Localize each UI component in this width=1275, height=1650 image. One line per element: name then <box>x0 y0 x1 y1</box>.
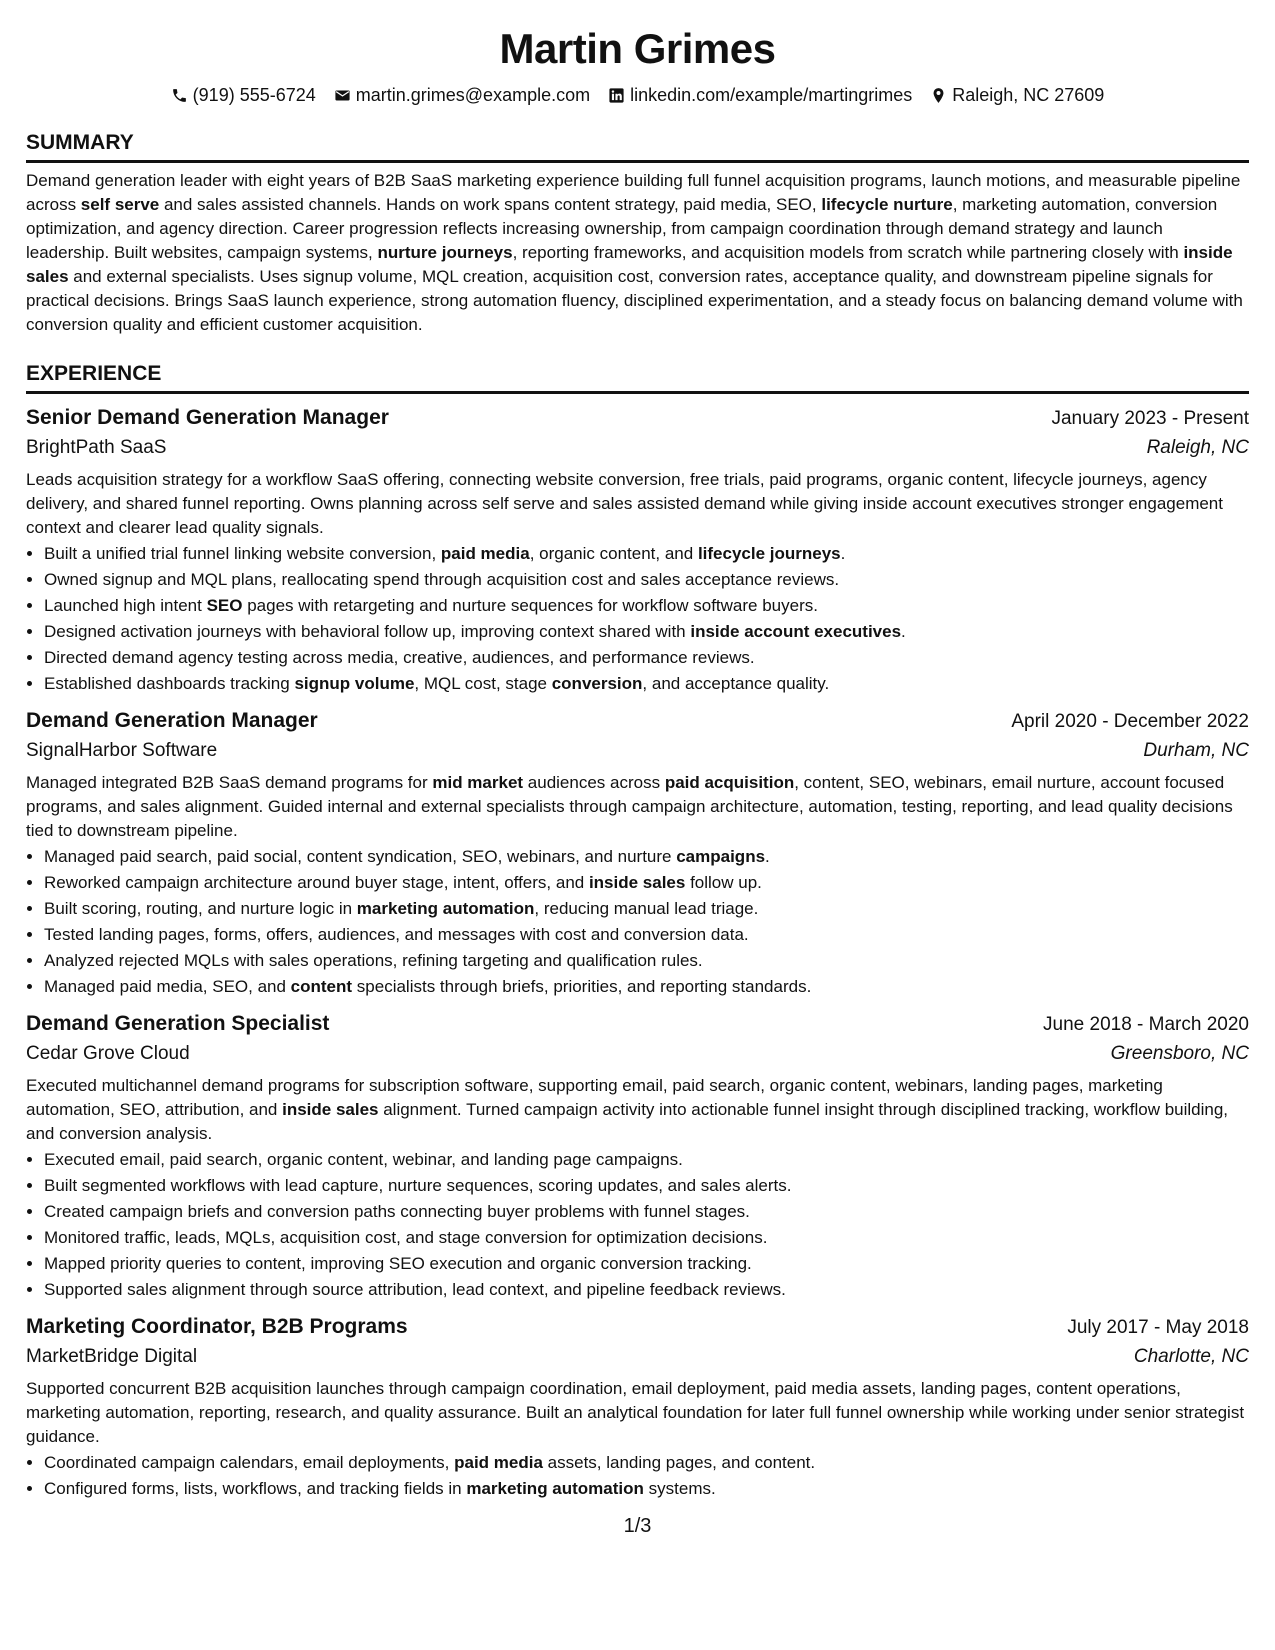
text-run: . <box>901 622 906 641</box>
company-name: MarketBridge Digital <box>26 1346 198 1367</box>
text-run: Created campaign briefs and conversion paths connecting buyer problems with funnel stages. <box>44 1202 750 1221</box>
text-run: systems. <box>643 1479 716 1498</box>
summary-text <box>26 169 1249 337</box>
text-run: alignment. Turned campaign activity into actionable funnel insight through disciplined tracking, workflow building, and conversion analysis. <box>26 1100 1229 1143</box>
text-run: , marketing automation, conversion optimization, and agency direction. Career progression reflects increasing ownership, from campaign coordination through demand strategy and launch leadership. Built websites, campaign systems, <box>26 195 1218 262</box>
bullet-item <box>44 974 1249 1000</box>
bold-keyword: lifecycle journeys <box>697 544 841 563</box>
bold-keyword: inside sales <box>26 243 1233 286</box>
text-run: follow up. <box>685 873 762 892</box>
company-name: SignalHarbor Software <box>26 740 218 761</box>
job-description: Leads acquisition strategy for a workflow SaaS offering, connecting website conversion, free trials, paid programs, organic content, lifecycle journeys, agency delivery, and shared funnel reporting. Owns planning across self serve and sales assisted demand while giving inside account executives stronger engagement context and clearer lead quality signals. <box>26 470 1223 537</box>
text-run: Coordinated campaign calendars, email deployments, <box>44 1453 455 1472</box>
bold-keyword: inside sales <box>588 873 686 892</box>
job-entry <box>26 706 1249 1000</box>
bullet-item <box>44 1277 1249 1303</box>
bullet-item <box>44 1147 1249 1173</box>
text-run: Configured forms, lists, workflows, and tracking fields in <box>44 1479 467 1498</box>
bold-keyword: campaigns <box>676 847 766 866</box>
text-run: , reporting frameworks, and acquisition models from scratch while partnering closely with <box>512 243 1184 262</box>
map-pin-icon <box>930 87 947 104</box>
job-entry <box>26 1312 1249 1502</box>
bold-keyword: paid media <box>454 1453 543 1472</box>
job-bullets <box>26 1450 1249 1502</box>
bold-keyword: marketing automation <box>356 899 535 918</box>
bullet-item <box>44 567 1249 593</box>
job-bullets <box>26 1147 1249 1303</box>
bullet-item <box>44 1251 1249 1277</box>
contact-email[interactable] <box>334 84 590 106</box>
job-entry <box>26 1009 1249 1303</box>
job-bullets <box>26 541 1249 697</box>
text-run: , content, SEO, webinars, email nurture, account focused programs, and sales alignment. Guided internal and external specialists through campaign architecture, automation, testing, reporting, and lead quality decisions tied to downstream pipeline. <box>26 773 1233 840</box>
contact-email-text: martin.grimes@example.com <box>355 85 591 105</box>
job-location: Greensboro, NC <box>1110 1043 1249 1064</box>
job-entry <box>26 403 1249 697</box>
text-run: Managed paid search, paid social, content syndication, SEO, webinars, and nurture <box>44 847 677 866</box>
contact-phone[interactable] <box>171 84 316 106</box>
page-number: 1/3 <box>623 1515 652 1537</box>
contact-linkedin-text: linkedin.com/example/martingrimes <box>630 85 913 105</box>
bullet-item <box>44 922 1249 948</box>
job-dates: January 2023 - Present <box>1051 408 1249 429</box>
job-location: Durham, NC <box>1143 740 1249 761</box>
job-title: Demand Generation Specialist <box>26 1012 330 1035</box>
job-location: Charlotte, NC <box>1133 1346 1249 1367</box>
bold-keyword: signup volume <box>294 674 415 693</box>
bullet-item <box>44 896 1249 922</box>
job-dates: June 2018 - March 2020 <box>1043 1014 1249 1035</box>
bold-keyword: paid acquisition <box>664 773 795 792</box>
candidate-name: Martin Grimes <box>499 25 776 72</box>
bullet-item <box>44 870 1249 896</box>
job-title: Demand Generation Manager <box>26 709 318 732</box>
job-location: Raleigh, NC <box>1146 437 1249 458</box>
text-run: assets, landing pages, and content. <box>542 1453 816 1472</box>
contact-location-text: Raleigh, NC 27609 <box>952 85 1105 105</box>
text-run: , organic content, and <box>529 544 698 563</box>
summary-heading: SUMMARY <box>26 130 1249 163</box>
text-run: Mapped priority queries to content, improving SEO execution and organic conversion tracking. <box>44 1254 752 1273</box>
text-run: . <box>765 847 770 866</box>
text-run: Tested landing pages, forms, offers, audiences, and messages with cost and conversion data. <box>44 925 749 944</box>
text-run: Launched high intent <box>44 596 207 615</box>
text-run: Monitored traffic, leads, MQLs, acquisition cost, and stage conversion for optimization decisions. <box>44 1228 768 1247</box>
company-name: Cedar Grove Cloud <box>26 1043 190 1064</box>
bullet-item <box>44 1199 1249 1225</box>
bullet-item <box>44 593 1249 619</box>
text-run: Demand generation leader with eight years of B2B SaaS marketing experience building full funnel acquisition programs, launch motions, and measurable pipeline across <box>26 171 1241 214</box>
bold-keyword: conversion <box>551 674 643 693</box>
text-run: Reworked campaign architecture around buyer stage, intent, offers, and <box>44 873 589 892</box>
text-run: audiences across <box>523 773 665 792</box>
bold-keyword: self serve <box>80 195 160 214</box>
bold-keyword: paid media <box>440 544 530 563</box>
text-run: Established dashboards tracking <box>44 674 295 693</box>
bold-keyword: inside sales <box>282 1100 379 1119</box>
bullet-item <box>44 619 1249 645</box>
contact-bar <box>26 84 1249 106</box>
experience-heading: EXPERIENCE <box>26 361 1249 394</box>
text-run: Managed paid media, SEO, and <box>44 977 291 996</box>
text-run: . <box>840 544 846 563</box>
company-name: BrightPath SaaS <box>26 437 167 458</box>
text-run: Owned signup and MQL plans, reallocating spend through acquisition cost and sales acceptance reviews. <box>44 570 840 589</box>
bold-keyword: lifecycle nurture <box>821 195 953 214</box>
job-description <box>26 771 1249 843</box>
bullet-item <box>44 671 1249 697</box>
job-bullets <box>26 844 1249 1000</box>
text-run: Supported sales alignment through source attribution, lead context, and pipeline feedback reviews. <box>44 1280 786 1299</box>
bullet-item <box>44 1225 1249 1251</box>
job-dates: July 2017 - May 2018 <box>1067 1317 1249 1338</box>
bullet-item <box>44 1450 1249 1476</box>
job-description: Supported concurrent B2B acquisition launches through campaign coordination, email deployment, paid media assets, landing pages, content operations, marketing automation, reporting, research, and quality assurance. Built an analytical foundation for later full funnel ownership while working under senior strategist guidance. <box>26 1379 1245 1446</box>
contact-linkedin[interactable] <box>608 84 912 106</box>
contact-location <box>930 84 1104 106</box>
bullet-item <box>44 844 1249 870</box>
text-run: , MQL cost, stage <box>414 674 552 693</box>
bullet-item <box>44 1476 1249 1502</box>
linkedin-icon <box>608 87 625 104</box>
job-title: Marketing Coordinator, B2B Programs <box>26 1315 408 1338</box>
job-dates: April 2020 - December 2022 <box>1011 711 1249 732</box>
bullet-item <box>44 1173 1249 1199</box>
bold-keyword: inside account executives <box>690 622 902 641</box>
text-run: Managed integrated B2B SaaS demand programs for <box>26 773 433 792</box>
bold-keyword: nurture journeys <box>377 243 513 262</box>
contact-phone-text: (919) 555-6724 <box>192 85 316 105</box>
job-description <box>26 1074 1249 1146</box>
text-run: and external specialists. Uses signup volume, MQL creation, acquisition cost, conversion rates, acceptance quality, and downstream pipeline signals for practical decisions. Brings SaaS launch experience, strong automation fluency, disciplined experimentation, and a steady focus on balancing demand volume with conversion quality and efficient customer acquisition. <box>26 267 1243 334</box>
text-run: specialists through briefs, priorities, and reporting standards. <box>352 977 812 996</box>
text-run: Built a unified trial funnel linking website conversion, <box>44 544 441 563</box>
text-run: Analyzed rejected MQLs with sales operations, refining targeting and qualification rules. <box>44 951 703 970</box>
bullet-item <box>44 645 1249 671</box>
phone-icon <box>171 87 188 104</box>
bold-keyword: SEO <box>206 596 243 615</box>
bullet-item <box>44 541 1249 567</box>
bold-keyword: mid market <box>432 773 524 792</box>
text-run: Built segmented workflows with lead capture, nurture sequences, scoring updates, and sales alerts. <box>44 1176 792 1195</box>
text-run: pages with retargeting and nurture sequences for workflow software buyers. <box>242 596 818 615</box>
text-run: , and acceptance quality. <box>642 674 830 693</box>
bold-keyword: content <box>290 977 353 996</box>
envelope-icon <box>334 87 351 104</box>
bullet-item <box>44 948 1249 974</box>
text-run: Directed demand agency testing across media, creative, audiences, and performance reviews. <box>44 648 755 667</box>
text-run: Executed multichannel demand programs for subscription software, supporting email, paid search, organic content, webinars, landing pages, marketing automation, SEO, attribution, and <box>26 1076 1163 1119</box>
text-run: Executed email, paid search, organic content, webinar, and landing page campaigns. <box>44 1150 683 1169</box>
text-run: , reducing manual lead triage. <box>534 899 759 918</box>
text-run: Designed activation journeys with behavioral follow up, improving context shared with <box>44 622 691 641</box>
bold-keyword: marketing automation <box>466 1479 644 1498</box>
job-title: Senior Demand Generation Manager <box>26 406 389 429</box>
text-run: and sales assisted channels. Hands on work spans content strategy, paid media, SEO, <box>159 195 822 214</box>
text-run: Built scoring, routing, and nurture logic in <box>44 899 357 918</box>
